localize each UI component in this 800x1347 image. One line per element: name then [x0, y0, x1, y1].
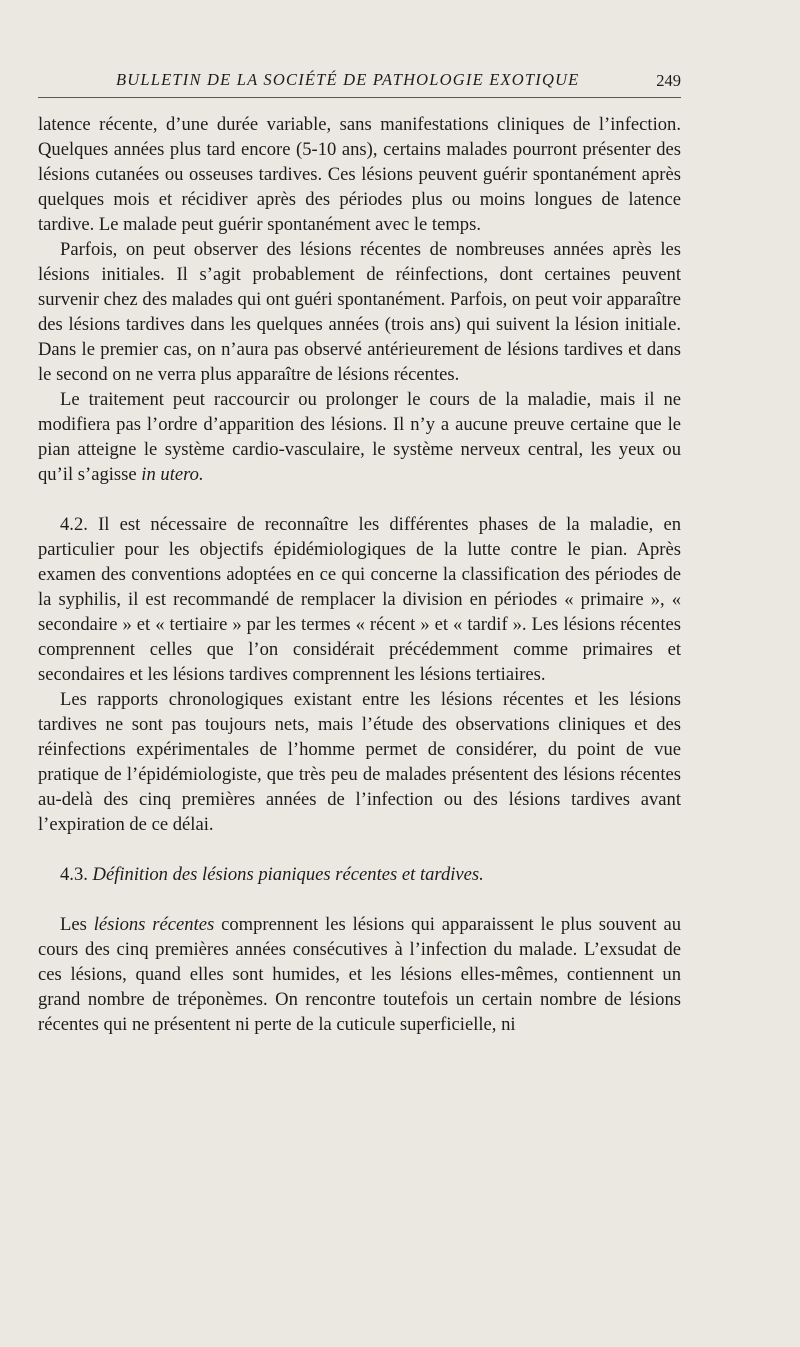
- paragraph-1: latence récente, d’une durée variable, sans manifestations cliniques de l’infection. Quelques années plus tard encore (5-10 ans), certains malades pourront présenter des lésions cutanées ou osseuses tardives. Ces lésions peuvent guérir spontanément après quelques mois et récidiver après des périodes plus ou moins longues de latence tardive. Le malade peut guérir spontanément avec le temps.: [38, 114, 681, 235]
- paragraph-6-prefix: Les: [60, 914, 87, 935]
- header-rule: [38, 97, 681, 98]
- body-text: [38, 112, 681, 1037]
- paragraph-4: 4.2. Il est nécessaire de reconnaître les différentes phases de la maladie, en particulier pour les objectifs épidémiologiques de la lutte contre le pian. Après examen des conventions adoptées en ce qui concerne la classification des périodes de la syphilis, il est recommandé de remplacer la division en périodes « primaire », « secondaire » et « tertiaire » par les termes « récent » et « tardif ». Les lésions récentes comprennent celles que l’on considérait précédemment comme primaires et secondaires et les lésions tardives comprennent les lésions tertiaires.: [38, 514, 681, 685]
- spacer: [38, 837, 681, 862]
- paragraph-3-italic: in utero.: [141, 464, 204, 485]
- section-number: 4.3.: [60, 864, 88, 885]
- spacer: [38, 887, 681, 912]
- spacer: [38, 487, 681, 512]
- page-number: 249: [656, 71, 681, 90]
- running-title: BULLETIN DE LA SOCIÉTÉ DE PATHOLOGIE EXOTIQUE: [116, 70, 580, 89]
- page-header: [38, 68, 681, 98]
- paragraph-3: [38, 387, 681, 487]
- paragraph-3-text: Le traitement peut raccourcir ou prolonger le cours de la maladie, mais il ne modifiera pas l’ordre d’apparition des lésions. Il n’y a aucune preuve certaine que le pian atteigne le système cardio-vasculaire, le système nerveux central, les yeux ou qu’il s’agisse: [38, 389, 681, 485]
- section-title: Définition des lésions pianiques récentes et tardives.: [92, 864, 484, 885]
- paragraph-6: [38, 912, 681, 1037]
- paragraph-2: Parfois, on peut observer des lésions récentes de nombreuses années après les lésions initiales. Il s’agit probablement de réinfections, dont certaines peuvent survenir chez des malades qui ont guéri spontanément. Parfois, on peut voir apparaître des lésions tardives dans les quelques années (trois ans) qui suivent la lésion initiale. Dans le premier cas, on n’aura pas observé antérieurement de lésions tardives et dans le second on ne verra plus apparaître de lésions récentes.: [38, 239, 681, 385]
- section-heading: [38, 862, 681, 887]
- paragraph-6-text: comprennent les lésions qui apparaissent le plus souvent au cours des cinq premières années consécutives à l’infection du malade. L’exsudat de ces lésions, quand elles sont humides, et les lésions elles-mêmes, contiennent un grand nombre de tréponèmes. On rencontre toutefois un certain nombre de lésions récentes qui ne présentent ni perte de la cuticule superficielle, ni: [38, 914, 681, 1035]
- paragraph-5: Les rapports chronologiques existant entre les lésions récentes et les lésions tardives ne sont pas toujours nets, mais l’étude des observations cliniques et des réinfections expérimentales de l’homme permet de considérer, du point de vue pratique de l’épidémiologiste, que très peu de malades présentent des lésions récentes au-delà des cinq premières années de l’infection ou des lésions tardives avant l’expiration de ce délai.: [38, 689, 681, 835]
- paragraph-6-italic: lésions récentes: [93, 914, 215, 935]
